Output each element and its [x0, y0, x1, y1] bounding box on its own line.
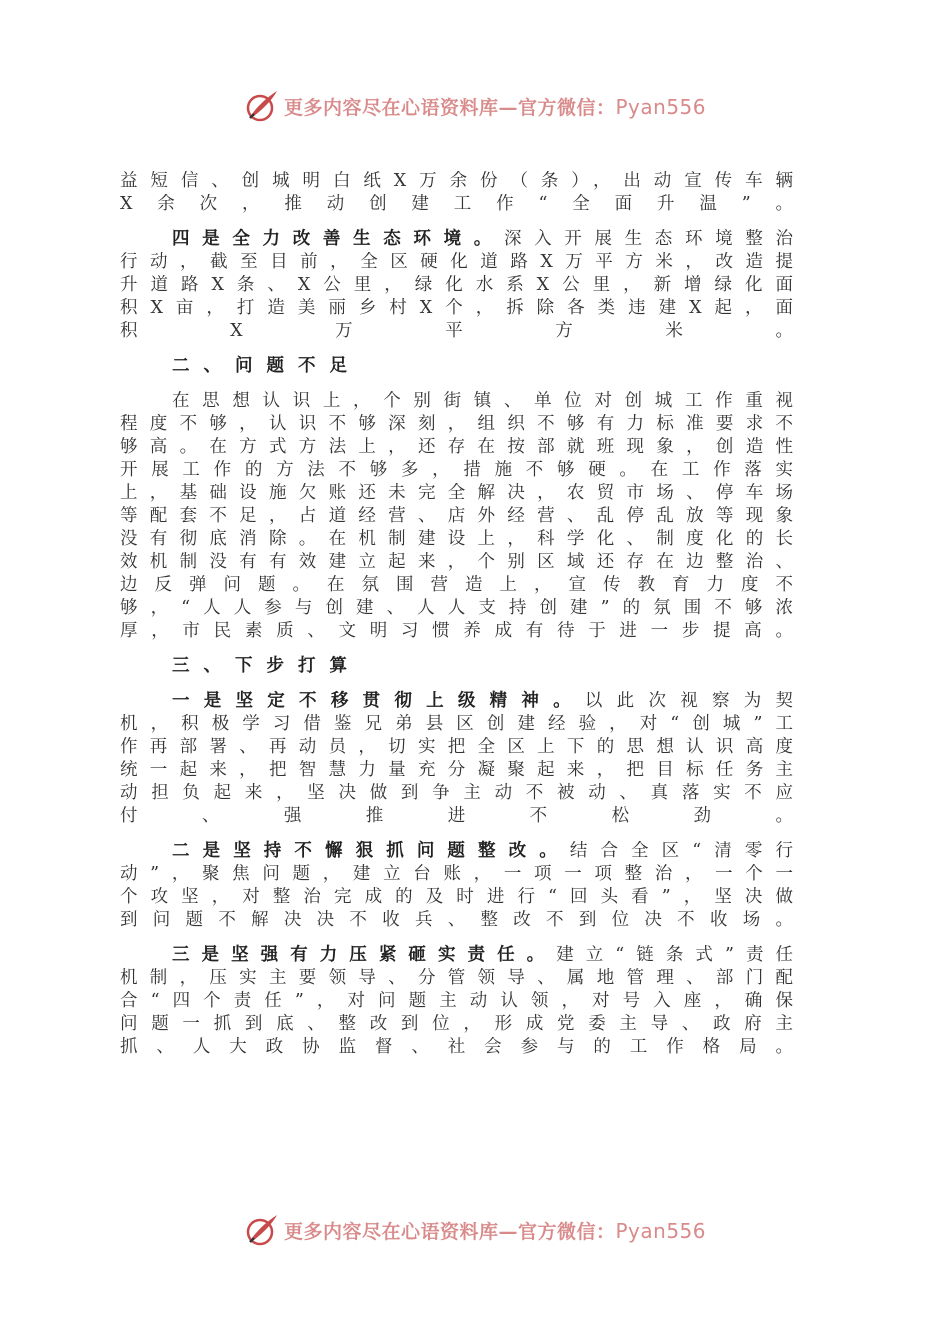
paragraph [120, 390, 805, 643]
paragraph-text: 在思想认识上，个别街镇、单位对创城工作重视程度不够，认识不够深刻，组织不够有力标准要求不够高。在方式方法上，还存在按部就班现象，创造性开展工作的方法不够多，措施不够硬。在工作落实上，基础设施欠账还未完全解决，农贸市场、停车场等配套不足，占道经营、店外经营、乱停乱放等现象没有彻底消除。在机制建设上，科学化、制度化的长效机制没有有效建立起来，个别区域还存在边整治、边反弹问题。在氛围营造上，宣传教育力度不够，“人人参与创建、人人支持创建”的氛围不够浓厚，市民素质、文明习惯养成有待于进一步提高。 [120, 391, 805, 641]
paragraph-text: 建立“链条式”责任机制，压实主要领导、分管领导、属地管理、部门配合“四个责任”，对问题主动认领，对号入座，确保问题一抓到底、整改到位，形成党委主导、政府主抓、人大政协监督、社会参与的工作格局。 [120, 945, 805, 1057]
paragraph [120, 840, 805, 932]
paragraph-text: 益短信、创城明白纸X万余份（条），出动宣传车辆X余次，推动创建工作“全面升温”。 [120, 171, 805, 214]
paragraph [120, 944, 805, 1059]
paragraph-lead: 四是全力改善生态环境。 [172, 229, 504, 249]
header-watermark-banner [0, 86, 950, 126]
paragraph [120, 170, 805, 216]
paragraph [120, 228, 805, 343]
paragraph-text: 以此次视察为契机，积极学习借鉴兄弟县区创建经验，对“创城”工作再部署、再动员，切实把全区上下的思想认识高度统一起来，把智慧力量充分凝聚起来，把目标任务主动担负起来，坚决做到争主动不被动、真落实不应付、强推进不松劲。 [120, 691, 806, 826]
paragraph [120, 690, 805, 828]
paragraph-text: 深入开展生态环境整治行动，截至目前，全区硬化道路X万平方米，改造提升道路X条、X公里，绿化水系X公里，新增绿化面积X亩，打造美丽乡村X个，拆除各类违建X起，面积X万平方米。 [120, 229, 806, 341]
banner-text: 更多内容尽在心语资料库—官方微信：Pyan556 [283, 94, 707, 119]
paragraph-text: 结合全区“清零行动”，聚焦问题，建立台账，一项一项整治，一个一个攻坚，对整治完成的及时进行“回头看”，坚决做到问题不解决决不收兵、整改不到位决不收场。 [120, 841, 806, 930]
section-heading: 二、问题不足 [172, 356, 361, 376]
quill-logo-icon [244, 88, 280, 124]
footer-watermark-banner [0, 1210, 950, 1250]
banner-text: 更多内容尽在心语资料库—官方微信：Pyan556 [283, 1218, 707, 1243]
paragraph-lead: 三是坚强有力压紧砸实责任。 [172, 945, 557, 965]
paragraph-lead: 一是坚定不移贯彻上级精神。 [172, 691, 585, 711]
document-body [120, 170, 805, 1071]
paragraph-lead: 二是坚持不懈狠抓问题整改。 [172, 841, 570, 861]
quill-logo-icon [244, 1212, 280, 1248]
section-heading: 三、下步打算 [172, 656, 361, 676]
